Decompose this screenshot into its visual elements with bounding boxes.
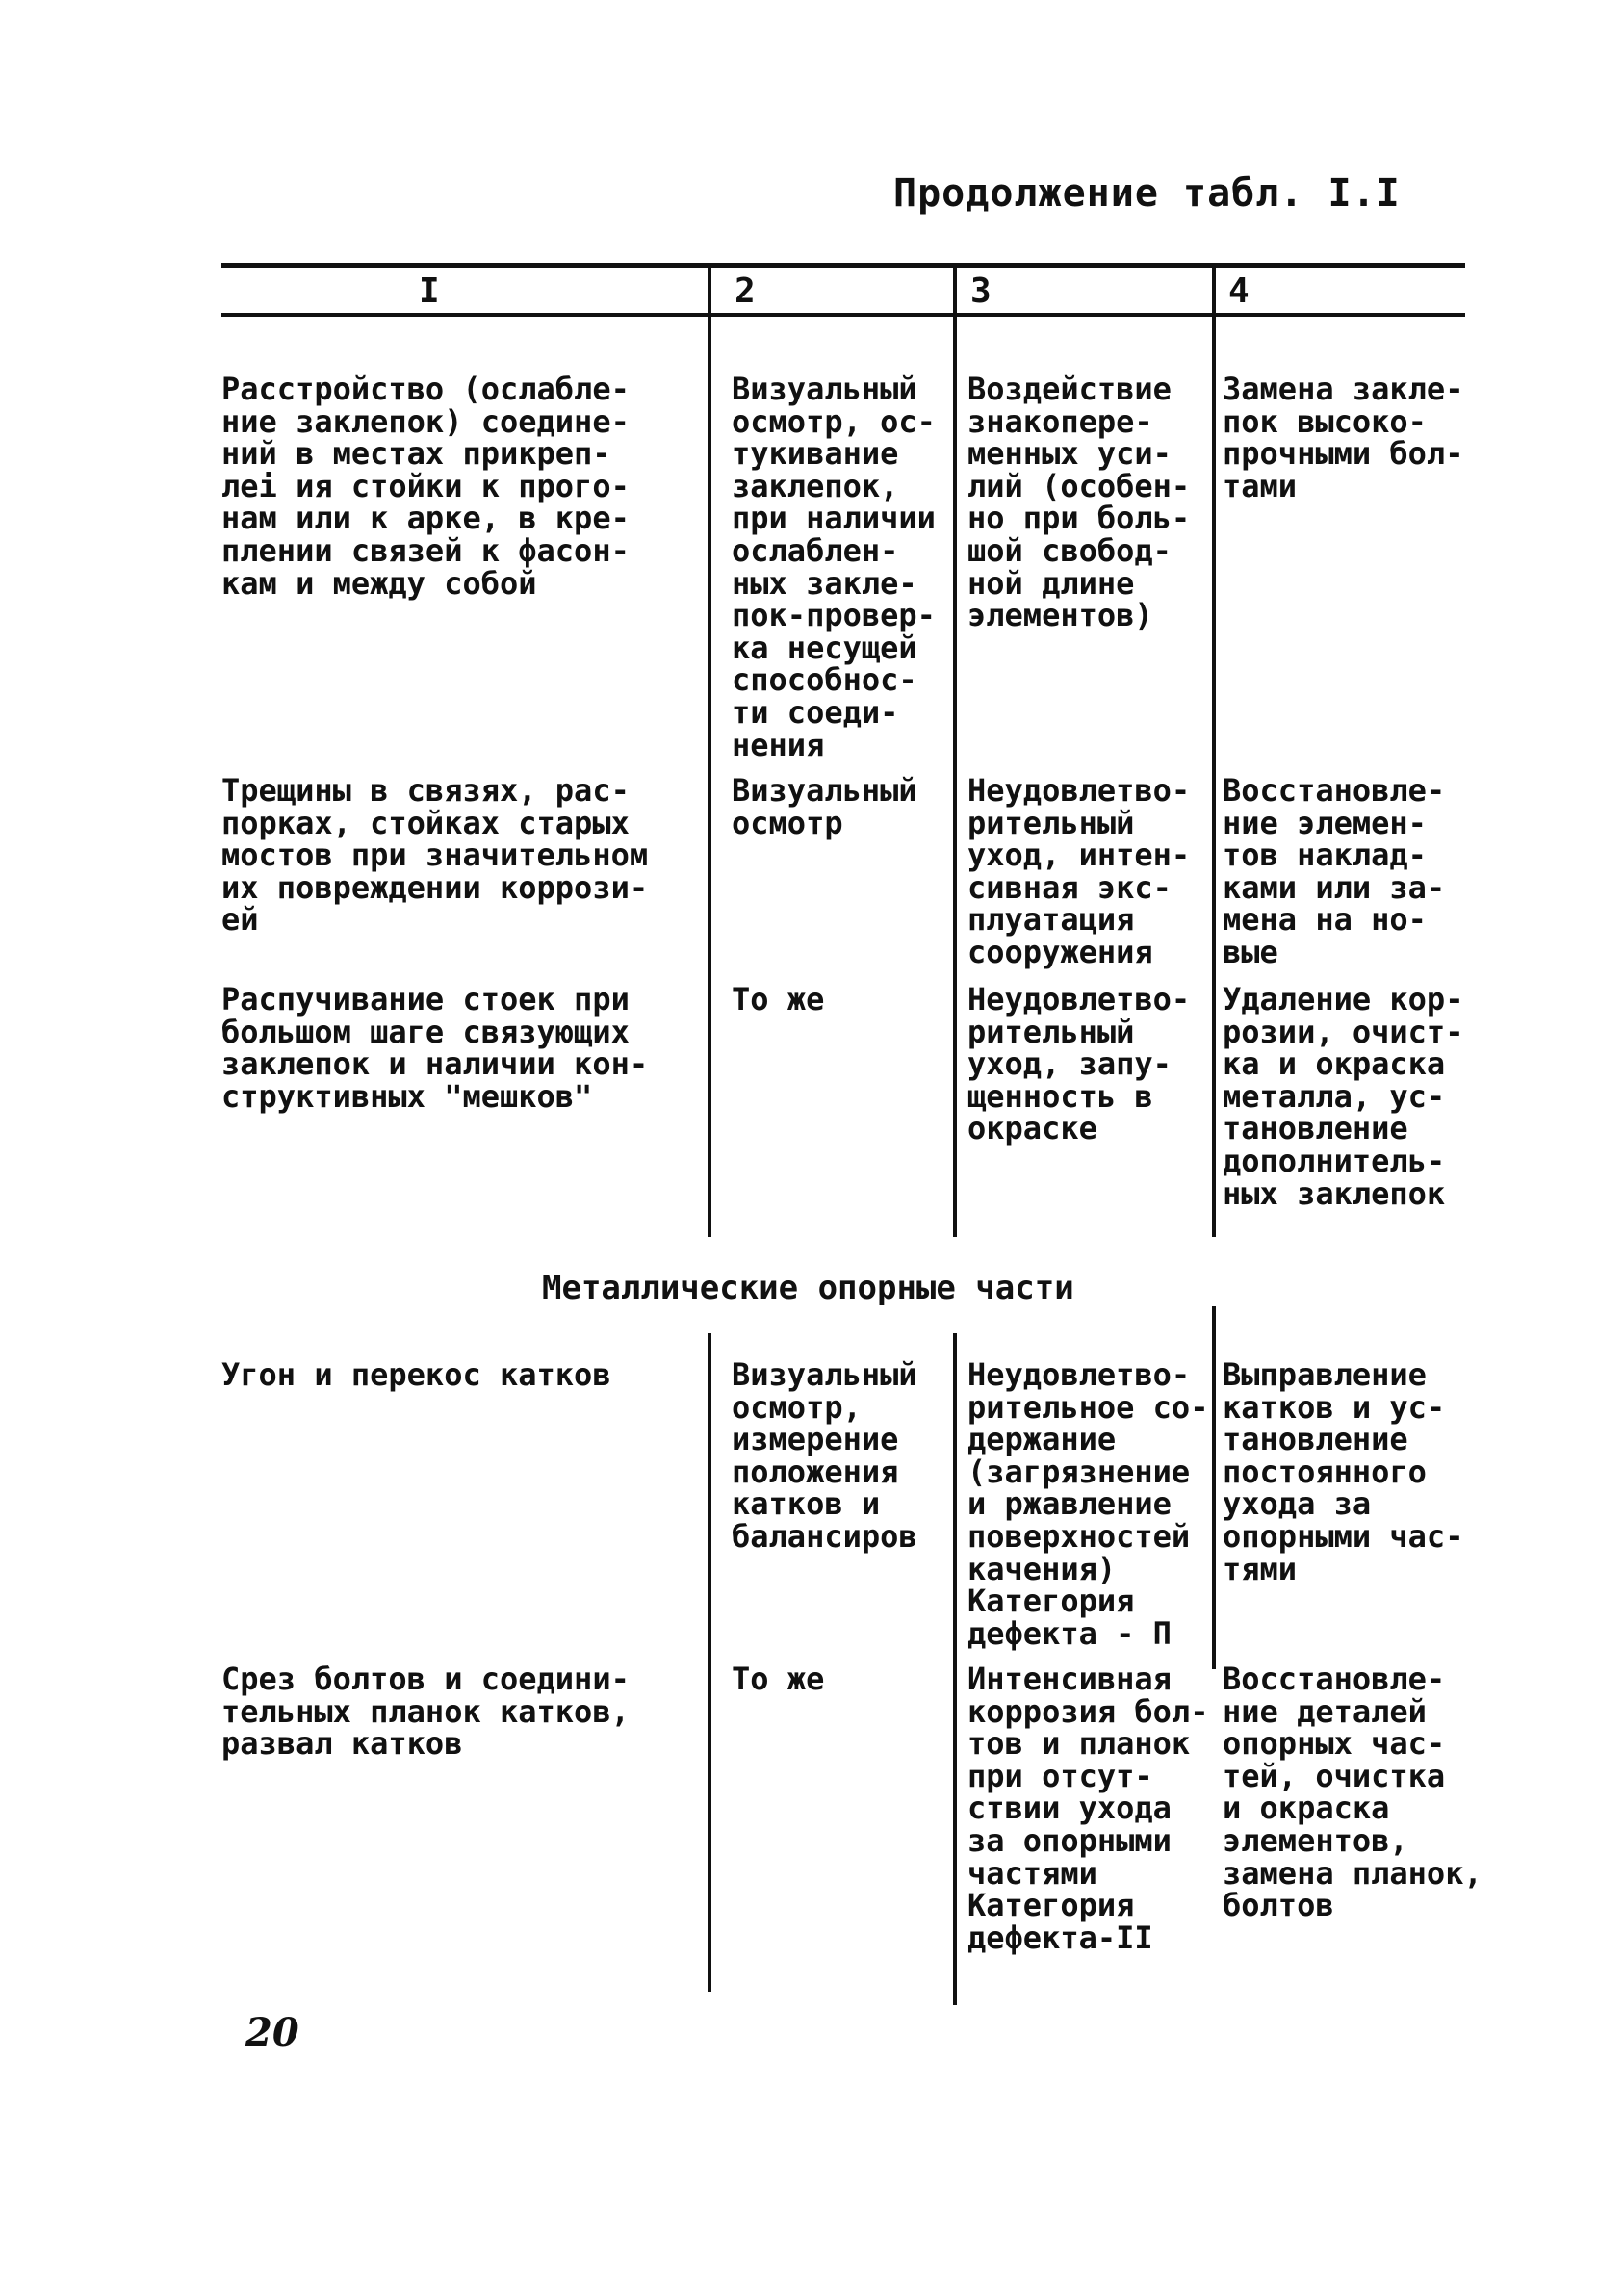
column-divider [1212, 1306, 1216, 1669]
table-cell: Неудовлетво- рительный уход, интен- сивная экс- плуатация сооружения [967, 772, 1191, 970]
table-cell: Визуальный осмотр, измерение положения катков и балансиров [732, 1356, 917, 1555]
table-cell: То же [732, 981, 825, 1018]
table-cell: Замена закле- пок высоко- прочными бол- тами [1223, 371, 1464, 504]
table-cell: Удаление кор- розии, очист- ка и окраска металла, ус- тановление дополнитель- ных заклепок [1223, 981, 1464, 1212]
table-cell: Восстановле- ние элемен- тов наклад- ками или за- мена на но- вые [1223, 772, 1446, 970]
table-cell: Распучивание стоек при большом шаге связующих заклепок и наличии кон- структивных "мешков" [221, 981, 649, 1115]
header-col-2: 2 [735, 271, 756, 311]
table-cell: Угон и перекос катков [221, 1356, 611, 1393]
table-cell: Трещины в связях, рас- порках, стойках старых мостов при значительном их повреждении коррози- ей [221, 772, 649, 939]
table-cell: То же [732, 1661, 825, 1697]
column-divider [708, 263, 711, 1237]
table-top-rule [221, 263, 1465, 268]
column-divider [708, 1333, 711, 1992]
table-caption: Продолжение табл. I.I [893, 171, 1401, 216]
table-cell: Визуальный осмотр [732, 772, 917, 841]
page-number: 20 [245, 2010, 299, 2055]
header-col-1: I [419, 271, 440, 311]
table-cell: Воздействие знакопере- менных уси- лий (особен- но при боль- шой свобод- ной длине элементов) [967, 371, 1191, 634]
section-title: Металлические опорные части [542, 1269, 1074, 1307]
table-cell: Срез болтов и соедини- тельных планок катков, развал катков [221, 1661, 630, 1763]
table-cell: Неудовлетво- рительное со- держание (загрязнение и ржавление поверхностей качения) Категория дефекта - П [967, 1356, 1209, 1652]
column-divider [953, 263, 957, 1237]
column-divider [1212, 263, 1216, 1237]
table-cell: Расстройство (ослабле- ние заклепок) соедине- ний в местах прикреп- леі ия стойки к прого- нам или к арке, в кре- плении связей к фасон- кам и между собой [221, 371, 630, 602]
table-cell: Интенсивная коррозия бол- тов и планок при отсут- ствии ухода за опорными частями Категория дефекта-II [967, 1661, 1209, 1956]
header-underline [221, 313, 1465, 317]
header-col-3: 3 [970, 271, 992, 311]
table-cell: Выправление катков и ус- тановление постоянного ухода за опорными час- тями [1223, 1356, 1464, 1587]
table-cell: Восстановле- ние деталей опорных час- тей, очистка и окраска элементов, замена планок, болтов [1223, 1661, 1482, 1924]
header-col-4: 4 [1228, 271, 1250, 311]
table-cell: Неудовлетво- рительный уход, запу- щенность в окраске [967, 981, 1191, 1147]
column-divider [953, 1333, 957, 2005]
table-cell: Визуальный осмотр, ос- тукивание заклепок, при наличии ослаблен- ных закле- пок-провер- ка несущей способнос- ти соеди- нения [732, 371, 936, 763]
